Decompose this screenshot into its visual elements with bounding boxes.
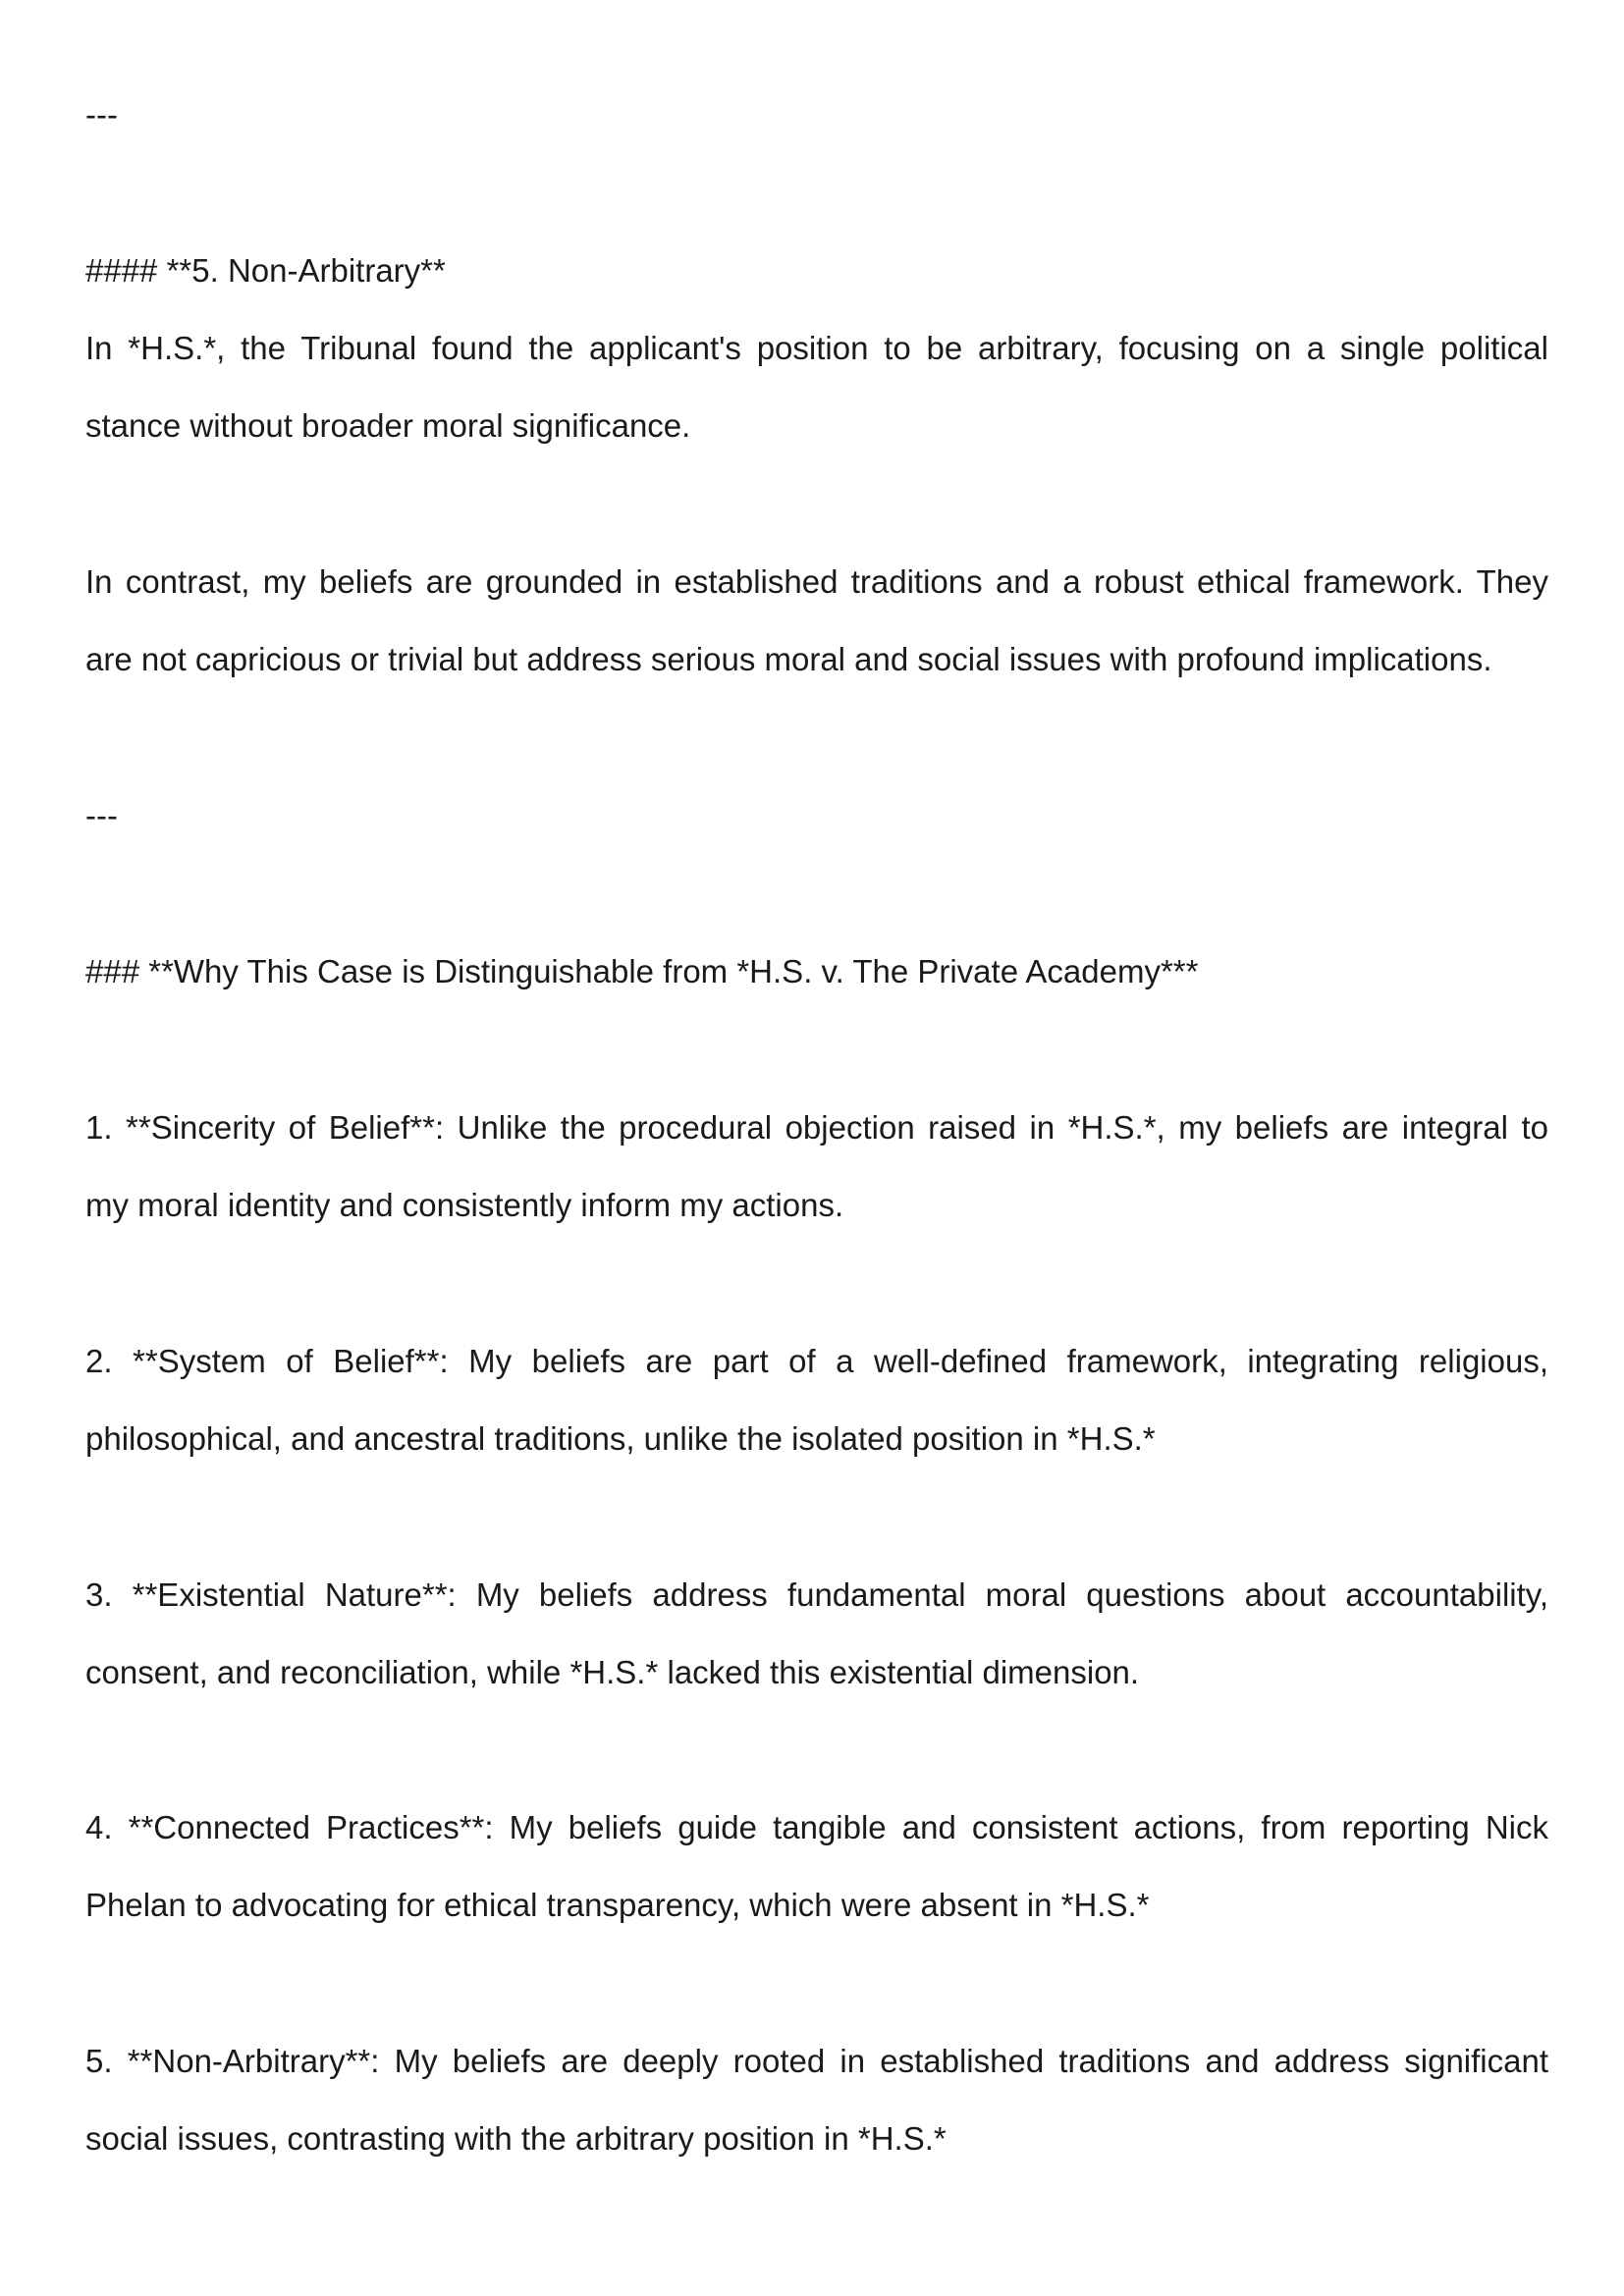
- list-item-5-line-1: 5. **Non-Arbitrary**: My beliefs are deeply rooted in established traditions and address significant: [85, 2043, 1548, 2079]
- divider-1: ---: [85, 96, 118, 133]
- list-item-3-line-1: 3. **Existential Nature**: My beliefs address fundamental moral questions about accountability,: [85, 1576, 1548, 1613]
- list-item-2-line-1: 2. **System of Belief**: My beliefs are part of a well-defined framework, integrating religious,: [85, 1343, 1548, 1379]
- list-item-4-line-2: Phelan to advocating for ethical transparency, which were absent in *H.S.*: [85, 1887, 1150, 1923]
- divider-2: ---: [85, 797, 118, 833]
- paragraph-2-line-1: In contrast, my beliefs are grounded in established traditions and a robust ethical framework. They: [85, 563, 1548, 600]
- list-item-2-line-2: philosophical, and ancestral traditions, unlike the isolated position in *H.S.*: [85, 1420, 1156, 1457]
- distinguish-heading: ### **Why This Case is Distinguishable from *H.S. v. The Private Academy***: [85, 953, 1199, 989]
- paragraph-1-line-1: In *H.S.*, the Tribunal found the applicant's position to be arbitrary, focusing on a single political: [85, 330, 1548, 366]
- list-item-3-line-2: consent, and reconciliation, while *H.S.* lacked this existential dimension.: [85, 1654, 1140, 1690]
- section-heading: #### **5. Non-Arbitrary**: [85, 252, 446, 289]
- list-item-1-line-1: 1. **Sincerity of Belief**: Unlike the procedural objection raised in *H.S.*, my beliefs are integral to: [85, 1109, 1548, 1146]
- list-item-4-line-1: 4. **Connected Practices**: My beliefs guide tangible and consistent actions, from reporting Nick: [85, 1809, 1548, 1845]
- list-item-5-line-2: social issues, contrasting with the arbitrary position in *H.S.*: [85, 2120, 947, 2157]
- paragraph-1-line-2: stance without broader moral significance.: [85, 407, 691, 444]
- paragraph-2-line-2: are not capricious or trivial but address serious moral and social issues with profound implications.: [85, 641, 1492, 677]
- list-item-1-line-2: my moral identity and consistently inform my actions.: [85, 1187, 844, 1223]
